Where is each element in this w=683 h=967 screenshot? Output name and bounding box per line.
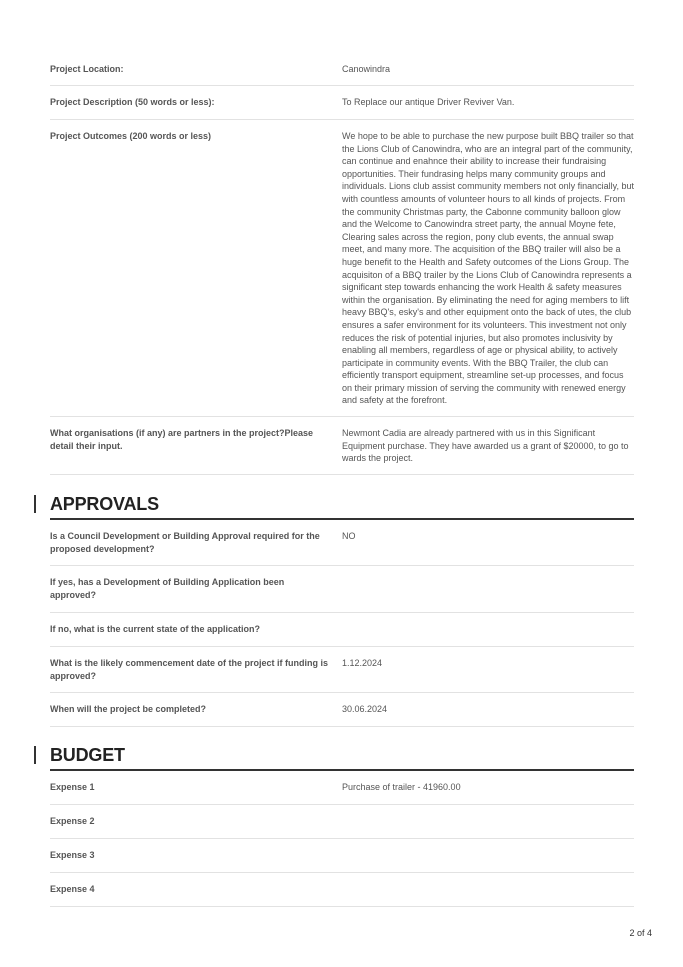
budget-accent-bar (34, 746, 36, 764)
project-outcomes-value: We hope to be able to purchase the new purpose built BBQ trailer so that the Lions Club of Canowindra, who are an integral part of the community, can continue and enahnce their ability to increase their fundraising opportunities. Their fundrasing helps many community groups and individuals. Lions club assist community members not only financially, but with countless amounts of volunteer hours to all kinds of projects. From the community Christmas party, the Cabonne community balloon glow and the Welcome to Canowindra street party, the annual Moyne fete, Clearing sales across the region, pony club events, the annual swap meet, and many more. The acquisition of the BBQ trailer will also be a huge benefit to the Health and Safety outcomes of the Lions Group. The acquisiton of a BBQ trailer by the Lions Club of Canowindra represents a significant step towards enhancing the work Health & safety measures within the organisation. By eliminating the need for aging members to lift heavy BBQ's, esky's and other equipment onto the back of utes, the club ensures a safer environment for its volunteers. This investment not only reduces the risk of potential injuries, but also promotes inclusivity by enabling all members, regardless of age or physical ability, to actively participate in community events. With the BBQ Trailer, the club can efficiently transport equipment, streamline set-up processes, and focus on their primary mission of serving the community with renewed energy and safety at the forefront. (342, 131, 634, 406)
budget-row-value: Purchase of trailer - 41960.00 (342, 782, 461, 792)
budget-row (50, 771, 634, 805)
approvals-title: APPROVALS (50, 494, 159, 514)
approvals-row (50, 647, 634, 693)
project-description-label: Project Description (50 words or less): (50, 97, 215, 107)
approvals-row-label: When will the project be completed? (50, 704, 207, 714)
page-number: 2 of 4 (629, 928, 652, 938)
approvals-row-label: If yes, has a Development of Building Application been approved? (50, 577, 285, 600)
budget-row-label: Expense 4 (50, 884, 95, 894)
budget-row-label: Expense 1 (50, 782, 95, 792)
project-partners-label: What organisations (if any) are partners in the project?Please detail their input. (50, 428, 314, 451)
budget-title: BUDGET (50, 745, 125, 765)
approvals-row-label: Is a Council Development or Building Approval required for the proposed development? (50, 531, 320, 554)
project-location-value: Canowindra (342, 64, 391, 74)
approvals-row (50, 520, 634, 566)
budget-row (50, 839, 634, 873)
project-location-row (50, 52, 634, 86)
budget-row-label: Expense 3 (50, 850, 95, 860)
approvals-row (50, 566, 634, 613)
approvals-accent-bar (34, 495, 36, 513)
project-outcomes-row (50, 120, 634, 417)
budget-row-label: Expense 2 (50, 816, 95, 826)
project-location-label: Project Location: (50, 64, 124, 74)
project-description-value: To Replace our antique Driver Reviver Van. (342, 97, 515, 107)
approvals-row-label: What is the likely commencement date of the project if funding is approved? (50, 658, 329, 681)
approvals-row (50, 693, 634, 727)
approvals-row-value: NO (342, 531, 356, 541)
budget-row (50, 805, 634, 839)
approvals-row-label: If no, what is the current state of the application? (50, 624, 261, 634)
budget-row (50, 873, 634, 907)
approvals-row (50, 613, 634, 647)
project-partners-value: Newmont Cadia are already partnered with us in this Significant Equipment purchase. They have awarded us a grant of $20000, to go to wards the project. (342, 428, 629, 464)
approvals-row-value: 30.06.2024 (342, 704, 388, 714)
project-description-row (50, 86, 634, 120)
approvals-row-value: 1.12.2024 (342, 658, 383, 668)
project-partners-row (50, 417, 634, 475)
project-outcomes-label: Project Outcomes (200 words or less) (50, 131, 212, 141)
